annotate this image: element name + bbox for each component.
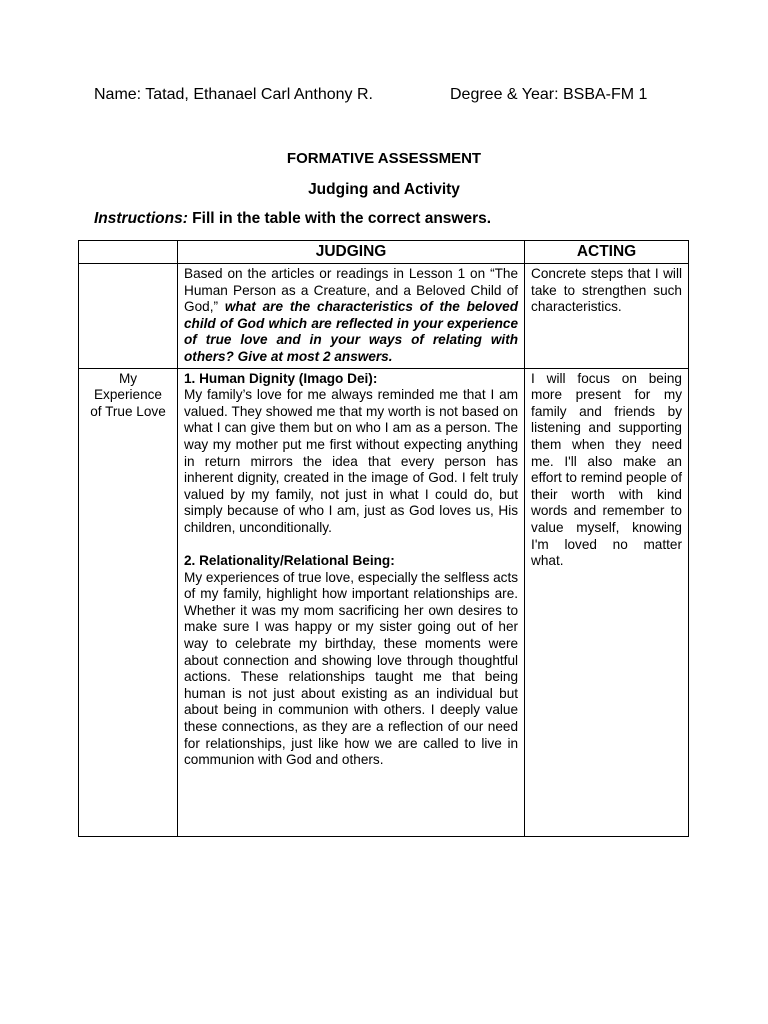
degree-year: Degree & Year: BSBA-FM 1 [450, 86, 648, 103]
answer2-text: My experiences of true love, especially the selfless acts of my family, highlight how important relationships are. Whether it was my mom sacrificing her own desires to make sure I was happy or my sister going out of her way to celebrate my birthday, these moments were about connection and showing love through thoughtful actions. These relationships taught me that being human is not just about existing as an individual but about being in communion with others. I deeply value these connections, as they are a reflection of our need for relationships, just like how we are called to live in communion with God and others. [184, 569, 519, 768]
answer-spacer [184, 537, 518, 554]
prompt-empty-cell [79, 264, 178, 369]
document-title: FORMATIVE ASSESSMENT [286, 150, 482, 167]
judging-prompt-text: Based on the articles or readings in Lesson 1 on “The Human Person as a Creature, and a Beloved Child of God,” [184, 266, 519, 315]
row-label-line-3: of True Love [90, 403, 166, 419]
acting-prompt-cell [525, 264, 689, 369]
row-label-cell [79, 368, 178, 836]
instructions-lead: Instructions: [94, 210, 188, 227]
header-line [94, 86, 768, 104]
student-name: Name: Tatad, Ethanael Carl Anthony R. [94, 86, 373, 103]
document-subtitle: Judging and Activity [308, 181, 460, 198]
header-acting: ACTING [525, 241, 689, 264]
acting-answer-text: I will focus on being more present for my family and friends by listening and supporting them when they need me. I'll also make an effort to remind people of their worth with kind words and remember to value myself, knowing I'm loved no matter what. [531, 370, 682, 569]
prompt-row [79, 264, 689, 369]
header-judging: JUDGING [178, 241, 525, 264]
instructions-text: Fill in the table with the correct answers. [187, 210, 492, 227]
judging-answer-cell [178, 368, 525, 836]
acting-answer-cell [525, 368, 689, 836]
answer1-text: My family’s love for me always reminded me that I am valued. They showed me that my worth is not based on what I can give them but on who I am as a person. The way my mother put me first without expecting anything in return mirrors the idea that every person has inherent dignity, created in the image of God. I felt truly valued by my family, not just in what I could do, but simply because of who I am, just as God loves us, His children, unconditionally. [184, 387, 519, 535]
table-header-row [79, 241, 689, 264]
experience-row [79, 368, 689, 836]
assessment-table [78, 240, 689, 837]
row-label-line-1: My [118, 370, 138, 386]
answer2-title: 2. Relationality/Relational Being: [184, 553, 395, 569]
instructions [94, 210, 491, 228]
row-label-line-2: Experience [93, 387, 162, 403]
judging-prompt-cell [178, 264, 525, 369]
header-empty [79, 241, 178, 264]
judging-prompt-question: what are the characteristics of the beloved child of God which are reflected in your experience of true love and in your ways of relating with others? Give at most 2 answers. [184, 299, 519, 364]
acting-prompt-text: Concrete steps that I will take to strengthen such characteristics. [531, 266, 682, 315]
answer1-title: 1. Human Dignity (Imago Dei): [184, 370, 378, 386]
